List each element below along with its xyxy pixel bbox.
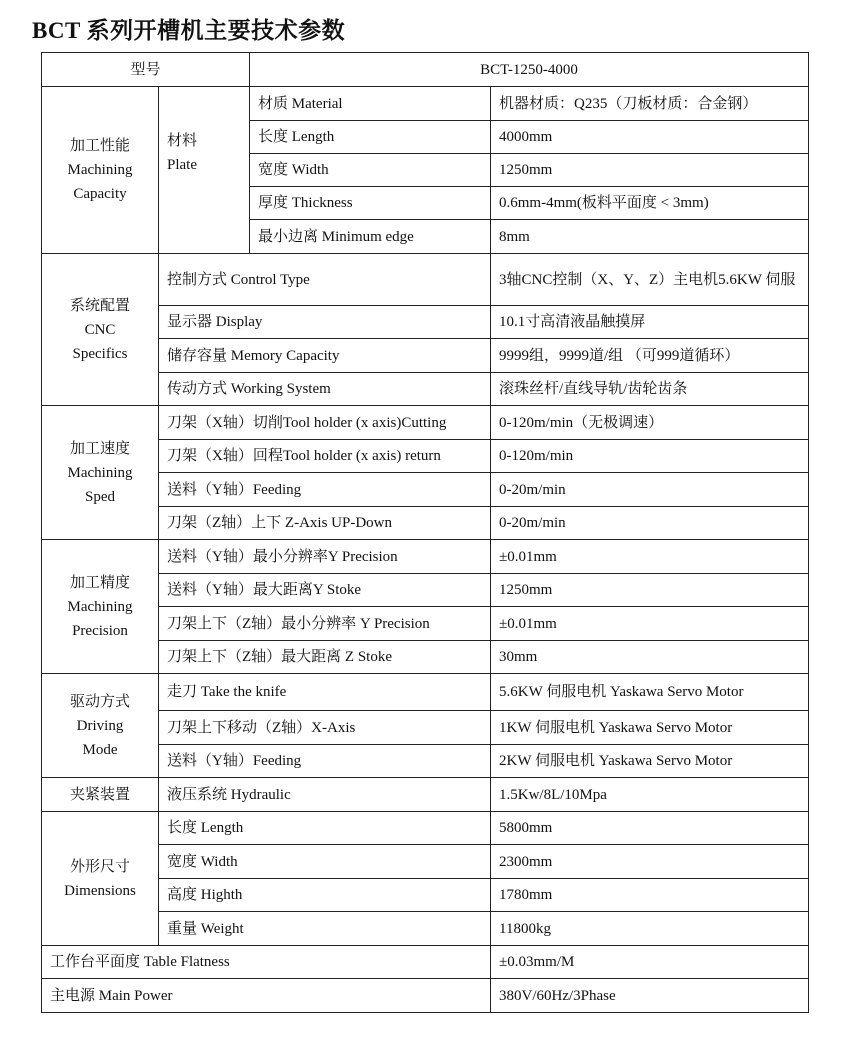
subgroup-plate: 材料 Plate bbox=[159, 87, 250, 254]
table-row bbox=[42, 254, 809, 306]
param-hydraulic: 液压系统 Hydraulic bbox=[159, 778, 491, 812]
param-z-stoke: 刀架上下（Z轴）最大距离 Z Stoke bbox=[159, 641, 491, 674]
value-x-cutting: 0-120m/min（无极调速） bbox=[491, 406, 809, 440]
value-memory-capacity: 9999组，9999道/组 （可999道循环） bbox=[491, 339, 809, 373]
param-take-knife: 走刀 Take the knife bbox=[159, 674, 491, 711]
value-minimum-edge: 8mm bbox=[491, 220, 809, 254]
value-z-stoke: 30mm bbox=[491, 641, 809, 674]
param-dim-weight: 重量 Weight bbox=[159, 912, 491, 946]
value-table-flatness: ±0.03mm/M bbox=[491, 946, 809, 979]
value-z-precision: ±0.01mm bbox=[491, 607, 809, 641]
param-thickness: 厚度 Thickness bbox=[250, 187, 491, 220]
param-y-precision: 送料（Y轴）最小分辨率Y Precision bbox=[159, 540, 491, 574]
param-y-feeding-drive: 送料（Y轴）Feeding bbox=[159, 745, 491, 778]
value-z-axis-drive: 1KW 伺服电机 Yaskawa Servo Motor bbox=[491, 711, 809, 745]
group-clamping: 夹紧装置 bbox=[42, 778, 159, 812]
param-material: 材质 Material bbox=[250, 87, 491, 121]
value-hydraulic: 1.5Kw/8L/10Mpa bbox=[491, 778, 809, 812]
table-row bbox=[42, 812, 809, 845]
param-width: 宽度 Width bbox=[250, 154, 491, 187]
param-dim-length: 长度 Length bbox=[159, 812, 491, 845]
group-cnc-specifics: 系统配置 CNC Specifics bbox=[42, 254, 159, 406]
group-machining-precision: 加工精度 Machining Precision bbox=[42, 540, 159, 674]
param-minimum-edge: 最小边离 Minimum edge bbox=[250, 220, 491, 254]
value-dim-height: 1780mm bbox=[491, 879, 809, 912]
value-control-type: 3轴CNC控制（X、Y、Z）主电机5.6KW 伺服 bbox=[491, 254, 809, 306]
value-y-feeding-drive: 2KW 伺服电机 Yaskawa Servo Motor bbox=[491, 745, 809, 778]
param-x-return: 刀架（X轴）回程Tool holder (x axis) return bbox=[159, 440, 491, 473]
model-label: 型号 bbox=[42, 53, 250, 87]
value-z-up-down: 0-20m/min bbox=[491, 507, 809, 540]
value-working-system: 滚珠丝杆/直线导轨/齿轮齿条 bbox=[491, 373, 809, 406]
value-dim-width: 2300mm bbox=[491, 845, 809, 879]
value-y-precision: ±0.01mm bbox=[491, 540, 809, 574]
group-dimensions: 外形尺寸 Dimensions bbox=[42, 812, 159, 946]
value-take-knife: 5.6KW 伺服电机 Yaskawa Servo Motor bbox=[491, 674, 809, 711]
param-main-power: 主电源 Main Power bbox=[42, 979, 491, 1013]
value-material: 机器材质：Q235（刀板材质：合金钢） bbox=[491, 87, 809, 121]
param-working-system: 传动方式 Working System bbox=[159, 373, 491, 406]
table-row bbox=[42, 979, 809, 1013]
param-control-type: 控制方式 Control Type bbox=[159, 254, 491, 306]
param-z-axis-drive: 刀架上下移动（Z轴）X-Axis bbox=[159, 711, 491, 745]
value-main-power: 380V/60Hz/3Phase bbox=[491, 979, 809, 1013]
param-memory-capacity: 储存容量 Memory Capacity bbox=[159, 339, 491, 373]
value-y-stoke: 1250mm bbox=[491, 574, 809, 607]
param-display: 显示器 Display bbox=[159, 306, 491, 339]
model-value: BCT-1250-4000 bbox=[250, 53, 809, 87]
param-dim-width: 宽度 Width bbox=[159, 845, 491, 879]
value-dim-length: 5800mm bbox=[491, 812, 809, 845]
group-driving-mode: 驱动方式 Driving Mode bbox=[42, 674, 159, 778]
table-row bbox=[42, 406, 809, 440]
table-row bbox=[42, 87, 809, 121]
page-title: BCT 系列开槽机主要技术参数 bbox=[32, 18, 346, 43]
value-dim-weight: 11800kg bbox=[491, 912, 809, 946]
param-y-feeding: 送料（Y轴）Feeding bbox=[159, 473, 491, 507]
group-machining-speed: 加工速度 Machining Sped bbox=[42, 406, 159, 540]
group-machining-capacity: 加工性能 Machining Capacity bbox=[42, 87, 159, 254]
param-dim-height: 高度 Highth bbox=[159, 879, 491, 912]
value-length: 4000mm bbox=[491, 121, 809, 154]
table-row bbox=[42, 778, 809, 812]
value-x-return: 0-120m/min bbox=[491, 440, 809, 473]
value-width: 1250mm bbox=[491, 154, 809, 187]
table-row bbox=[42, 540, 809, 574]
table-row bbox=[42, 946, 809, 979]
value-thickness: 0.6mm-4mm(板料平面度 < 3mm) bbox=[491, 187, 809, 220]
value-display: 10.1寸高清液晶触摸屏 bbox=[491, 306, 809, 339]
table-row bbox=[42, 674, 809, 711]
param-x-cutting: 刀架（X轴）切削Tool holder (x axis)Cutting bbox=[159, 406, 491, 440]
param-z-up-down: 刀架（Z轴）上下 Z-Axis UP-Down bbox=[159, 507, 491, 540]
param-table-flatness: 工作台平面度 Table Flatness bbox=[42, 946, 491, 979]
param-length: 长度 Length bbox=[250, 121, 491, 154]
param-z-precision: 刀架上下（Z轴）最小分辨率 Y Precision bbox=[159, 607, 491, 641]
spec-table bbox=[41, 52, 809, 1013]
value-y-feeding: 0-20m/min bbox=[491, 473, 809, 507]
table-row bbox=[42, 53, 809, 87]
param-y-stoke: 送料（Y轴）最大距离Y Stoke bbox=[159, 574, 491, 607]
